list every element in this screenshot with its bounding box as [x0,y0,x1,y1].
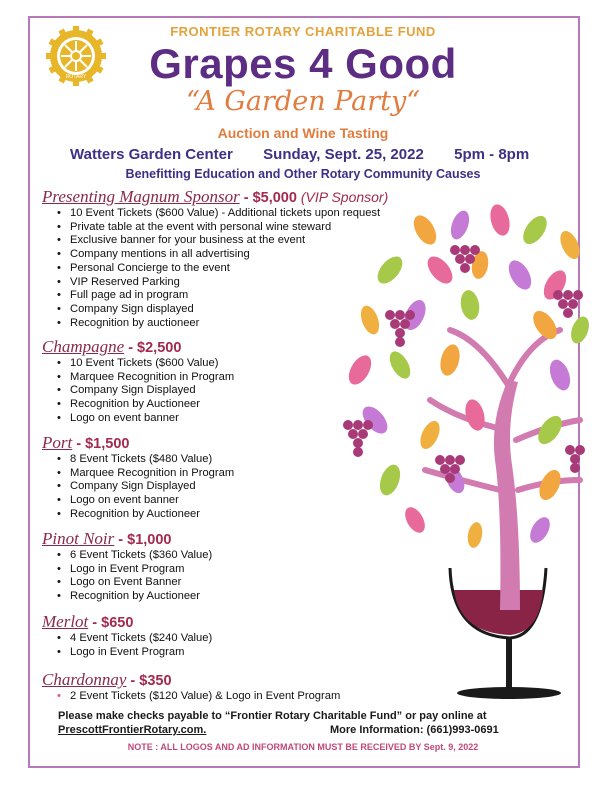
tier-benefits [42,632,562,659]
list-item: • 8 Event Tickets ($480 Value) [70,453,562,467]
tier-heading [42,433,562,453]
tier-name: Port [42,433,73,452]
tier-pinot-noir [42,529,562,604]
list-item: • Marquee Recognition in Program [70,467,562,481]
list-item: • VIP Reserved Parking [70,276,562,290]
tier-name: Champagne [42,337,125,356]
list-item: • Full page ad in program [70,289,562,303]
event-date: Sunday, Sept. 25, 2022 [263,146,424,163]
list-item: • Logo in Event Program [70,563,562,577]
tier-name: Presenting Magnum Sponsor [42,187,240,206]
list-item: • Marquee Recognition in Program [70,371,562,385]
event-time: 5pm - 8pm [454,146,530,163]
benefit-line: Benefitting Education and Other Rotary Community Causes [125,167,481,181]
list-item: • 4 Event Tickets ($240 Value) [70,632,562,646]
list-item: • Company Sign displayed [70,303,562,317]
tier-heading [42,670,562,690]
contact-info: More Information: (661)993-0691 [330,724,499,736]
organization-name: FRONTIER ROTARY CHARITABLE FUND [170,24,436,39]
tier-heading [42,612,562,632]
tier-price: - $1,000 [114,532,172,548]
tier-benefits [42,453,562,522]
tier-merlot [42,612,562,659]
list-item: • 10 Event Tickets ($600 Value) - Additional tickets upon request [70,207,562,221]
tier-benefits [42,357,562,426]
tier-name: Merlot [42,612,89,631]
list-item: • Company mentions in all advertising [70,248,562,262]
tier-chardonnay [42,670,562,704]
tier-heading [42,529,562,549]
website-link[interactable]: PrescottFrontierRotary.com. [58,724,207,736]
tier-presenting-magnum [42,187,562,330]
tier-price: - $5,000 [239,190,297,206]
list-item: • Exclusive banner for your business at the event [70,234,562,248]
list-item: • Recognition by Auctioneer [70,508,562,522]
list-item: • Personal Concierge to the event [70,262,562,276]
list-item: • Company Sign Displayed [70,384,562,398]
list-item: • Logo in Event Program [70,646,562,660]
list-item: • Logo on Event Banner [70,576,562,590]
tier-champagne [42,337,562,426]
list-item: • Logo on event banner [70,412,562,426]
list-item: • Recognition by Auctioneer [70,398,562,412]
tier-note: (VIP Sponsor) [296,189,389,205]
event-tagline: Auction and Wine Tasting [217,125,389,141]
event-venue: Watters Garden Center [70,146,233,163]
event-title: Grapes 4 Good [149,40,457,87]
list-item: • Logo on event banner [70,494,562,508]
deadline-note: NOTE : ALL LOGOS AND AD INFORMATION MUST BE RECEIVED BY Sept. 9, 2022 [127,742,479,752]
tier-price: - $350 [126,673,172,689]
tier-benefits [42,690,562,704]
tier-port [42,433,562,522]
list-item: • 6 Event Tickets ($360 Value) [70,549,562,563]
tier-price: - $2,500 [124,340,182,356]
tier-name: Pinot Noir [42,529,115,548]
list-item: • Private table at the event with personal wine steward [70,221,562,235]
list-item: • Recognition by auctioneer [70,317,562,331]
list-item: • Recognition by Auctioneer [70,590,562,604]
svg-text:ROTARY: ROTARY [65,74,87,80]
event-details [70,146,550,163]
payment-instructions: Please make checks payable to “Frontier Rotary Charitable Fund” or pay online at [58,710,487,722]
tier-benefits [42,549,562,604]
tier-price: - $650 [88,615,134,631]
tier-heading [42,187,562,207]
tier-heading [42,337,562,357]
tier-price: - $1,500 [72,436,130,452]
list-item: • 2 Event Tickets ($120 Value) & Logo in Event Program [70,690,562,704]
tier-benefits [42,207,562,330]
list-item: • Company Sign Displayed [70,480,562,494]
event-subtitle: “A Garden Party“ [185,86,421,117]
tier-name: Chardonnay [42,670,127,689]
list-item: • 10 Event Tickets ($600 Value) [70,357,562,371]
